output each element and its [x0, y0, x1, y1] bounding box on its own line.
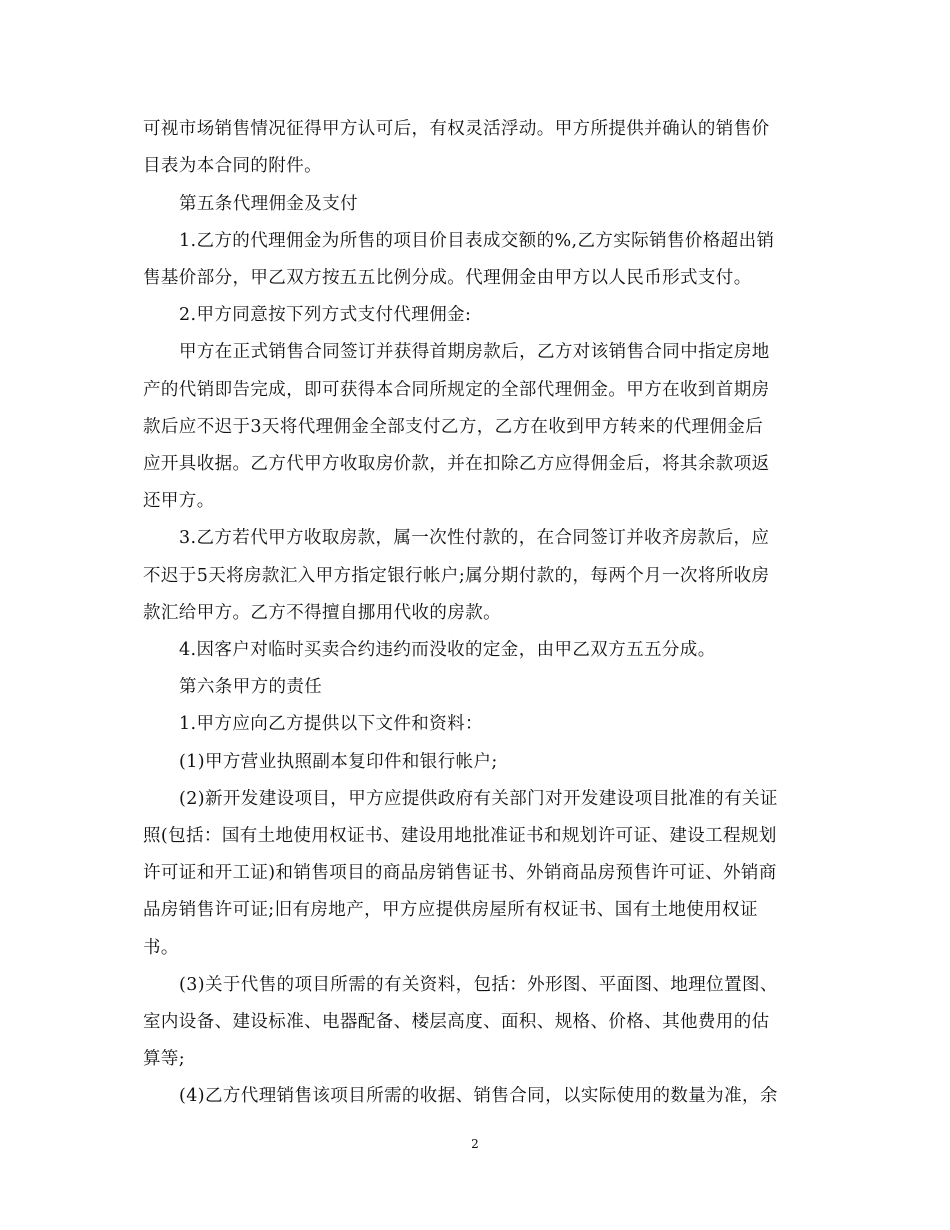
text-line: 算等;: [143, 1049, 186, 1069]
text-line: 款后应不迟于3天将代理佣金全部支付乙方，乙方在收到甲方转来的代理佣金后: [143, 417, 764, 437]
text-line: 款汇给甲方。乙方不得擅自挪用代收的房款。: [143, 603, 501, 623]
text-line: 书。: [143, 938, 179, 958]
text-line: 4.因客户对临时买卖合约违约而没收的定金，由甲乙双方五五分成。: [179, 640, 716, 660]
text-line: (3)关于代售的项目所需的有关资料，包括：外形图、平面图、地理位置图、: [179, 975, 778, 995]
text-line: 产的代销即告完成，即可获得本合同所规定的全部代理佣金。甲方在收到首期房: [143, 380, 770, 400]
text-line: (2)新开发建设项目，甲方应提供政府有关部门对开发建设项目批准的有关证: [179, 789, 778, 809]
section-heading: 第五条代理佣金及支付: [179, 194, 358, 214]
text-line: 1.乙方的代理佣金为所售的项目价目表成交额的%,乙方实际销售价格超出销: [179, 231, 775, 251]
text-line: 售基价部分，甲乙双方按五五比例分成。代理佣金由甲方以人民币形式支付。: [143, 268, 752, 288]
text-line: 不迟于5天将房款汇入甲方指定银行帐户;属分期付款的，每两个月一次将所收房: [143, 566, 770, 586]
text-line: 还甲方。: [143, 491, 215, 511]
text-line: 3.乙方若代甲方收取房款，属一次性付款的，在合同签订并收齐房款后，应: [179, 528, 770, 548]
text-line: 可视市场销售情况征得甲方认可后，有权灵活浮动。甲方所提供并确认的销售价: [143, 119, 770, 139]
text-line: (1)甲方营业执照副本复印件和银行帐户;: [179, 752, 498, 772]
text-line: 室内设备、建设标准、电器配备、楼层高度、面积、规格、价格、其他费用的估: [143, 1012, 770, 1032]
text-line: 2.甲方同意按下列方式支付代理佣金:: [179, 305, 472, 325]
text-line: 照(包括：国有土地使用权证书、建设用地批准证书和规划许可证、建设工程规划: [143, 826, 777, 846]
text-line: 1.甲方应向乙方提供以下文件和资料：: [179, 714, 483, 734]
text-line: (4)乙方代理销售该项目所需的收据、销售合同，以实际使用的数量为准，余: [179, 1086, 778, 1106]
text-line: 应开具收据。乙方代甲方收取房价款，并在扣除乙方应得佣金后，将其余款项返: [143, 454, 770, 474]
page-number: 2: [471, 1137, 479, 1151]
text-line: 品房销售许可证;旧有房地产，甲方应提供房屋所有权证书、国有土地使用权证: [143, 900, 758, 920]
section-heading: 第六条甲方的责任: [179, 677, 323, 697]
text-line: 甲方在正式销售合同签订并获得首期房款后，乙方对该销售合同中指定房地: [179, 342, 770, 362]
text-line: 许可证和开工证)和销售项目的商品房销售证书、外销商品房预售许可证、外销商: [143, 863, 777, 883]
text-line: 目表为本合同的附件。: [143, 156, 322, 176]
